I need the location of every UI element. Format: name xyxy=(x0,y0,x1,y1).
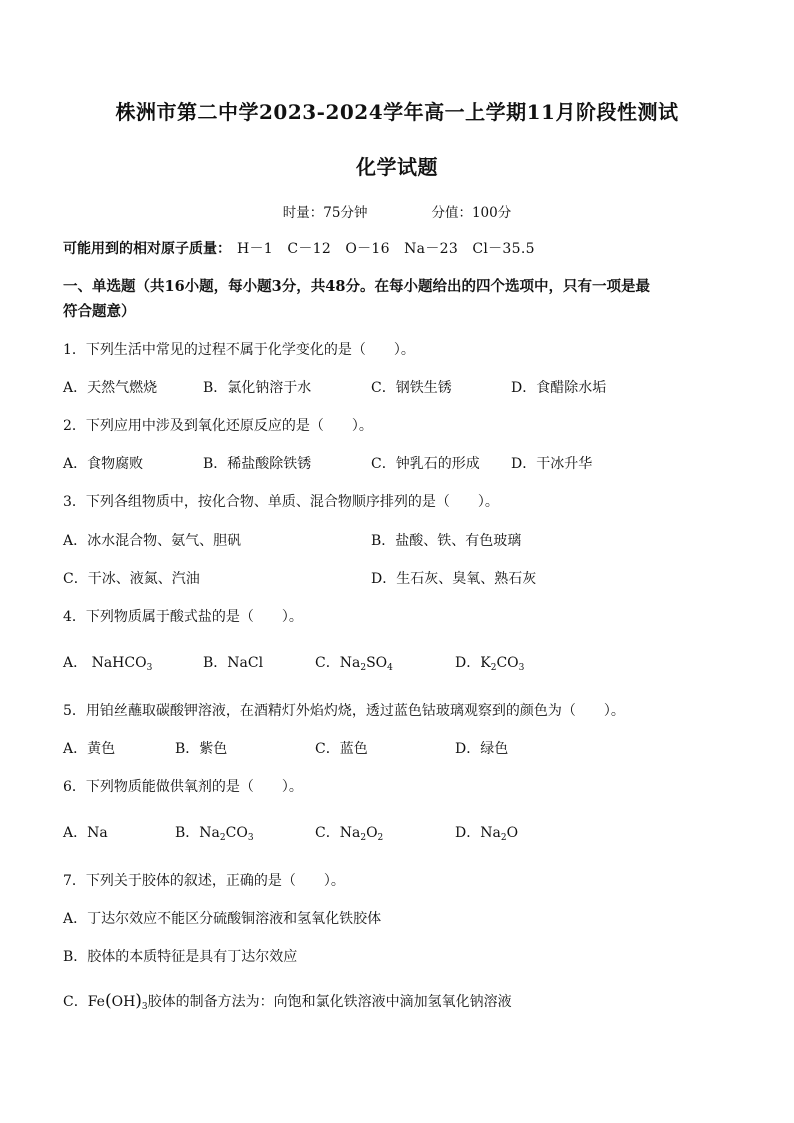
question-3-option-b: B．盐酸、铁、有色玻璃 xyxy=(371,533,522,549)
formula: Na xyxy=(339,655,361,671)
exam-meta xyxy=(0,201,794,221)
formula: Fe xyxy=(87,994,105,1010)
question-3-stem: 3．下列各组物质中，按化合物、单质、混合物顺序排列的是（ ）。 xyxy=(63,494,499,510)
question-5-option-b: B．紫色 xyxy=(175,741,228,757)
atomic-masses-values: H－1 C－12 O－16 Na－23 Cl－35.5 xyxy=(237,241,535,257)
question-3-option-a: A．冰水混合物、氨气、胆矾 xyxy=(63,533,242,549)
total-score: 分值：100分 xyxy=(431,205,512,221)
formula: Na xyxy=(480,825,501,841)
formula: NaHCO xyxy=(91,655,147,671)
question-2-option-c: C．钟乳石的形成 xyxy=(371,456,480,472)
question-7-option-b: B．胶体的本质特征是具有丁达尔效应 xyxy=(63,949,298,965)
question-1-option-a: A．天然气燃烧 xyxy=(63,380,158,396)
question-5-option-c: C．蓝色 xyxy=(315,741,368,757)
question-6-option-a: A．Na xyxy=(63,825,108,841)
section-heading-line1: 一、单选题（共16小题，每小题3分，共48分。在每小题给出的四个选项中，只有一项是最 xyxy=(63,278,650,295)
time-limit: 时量：75分钟 xyxy=(282,205,368,221)
question-4-stem: 4．下列物质属于酸式盐的是（ ）。 xyxy=(63,609,303,625)
question-7-stem: 7．下列关于胶体的叙述，正确的是（ ）。 xyxy=(63,873,345,889)
question-1-stem: 1．下列生活中常见的过程不属于化学变化的是（ ）。 xyxy=(63,342,415,358)
formula: Na xyxy=(87,825,108,841)
atomic-masses xyxy=(63,239,535,259)
question-1-option-d: D．食醋除水垢 xyxy=(511,380,607,396)
formula: Na xyxy=(199,825,220,841)
question-3-option-d: D．生石灰、臭氧、熟石灰 xyxy=(371,571,537,587)
question-6-option-c: C．$Na_2O_2$ xyxy=(315,825,384,843)
exam-subtitle: 化学试题 xyxy=(356,155,438,179)
question-5-option-a: A．黄色 xyxy=(63,741,116,757)
question-5-stem: 5．用铂丝蘸取碳酸钾溶液，在酒精灯外焰灼烧，透过蓝色钴玻璃观察到的颜色为（ ）。 xyxy=(63,703,625,719)
question-4-option-a: A． NaHCO$_3$ xyxy=(63,655,153,673)
question-6-option-b: B．$Na_2CO_3$ xyxy=(175,825,254,843)
formula: NaCl xyxy=(227,655,264,671)
atomic-masses-label: 可能用到的相对原子质量： xyxy=(63,241,231,257)
question-4-option-b: B．NaCl xyxy=(203,655,264,671)
question-7-option-a: A．丁达尔效应不能区分硫酸铜溶液和氢氧化铁胶体 xyxy=(63,911,382,927)
question-4-option-d: D．$K_2CO_3$ xyxy=(455,655,525,673)
question-2-option-d: D．干冰升华 xyxy=(511,456,593,472)
formula: Na xyxy=(339,825,361,841)
question-1-option-b: B．氯化钠溶于水 xyxy=(203,380,312,396)
question-7-option-c: C．$Fe(OH)_3$胶体的制备方法为：向饱和氯化铁溶液中滴加氢氧化钠溶液 xyxy=(63,991,512,1012)
exam-title: 株洲市第二中学2023-2024学年高一上学期11月阶段性测试 xyxy=(115,100,679,124)
question-2-option-a: A．食物腐败 xyxy=(63,456,144,472)
question-2-stem: 2．下列应用中涉及到氧化还原反应的是（ ）。 xyxy=(63,418,373,434)
question-6-option-d: D．$Na_2O$ xyxy=(455,825,519,843)
formula: K xyxy=(480,655,491,671)
question-5-option-d: D．绿色 xyxy=(455,741,509,757)
question-3-option-c: C．干冰、液氮、汽油 xyxy=(63,571,200,587)
section-heading-line2: 符合题意） xyxy=(63,303,136,320)
question-6-stem: 6．下列物质能做供氧剂的是（ ）。 xyxy=(63,779,303,795)
question-2-option-b: B．稀盐酸除铁锈 xyxy=(203,456,312,472)
question-1-option-c: C．钢铁生锈 xyxy=(371,380,452,396)
question-4-option-c: C．$Na_2SO_4$ xyxy=(315,655,393,673)
